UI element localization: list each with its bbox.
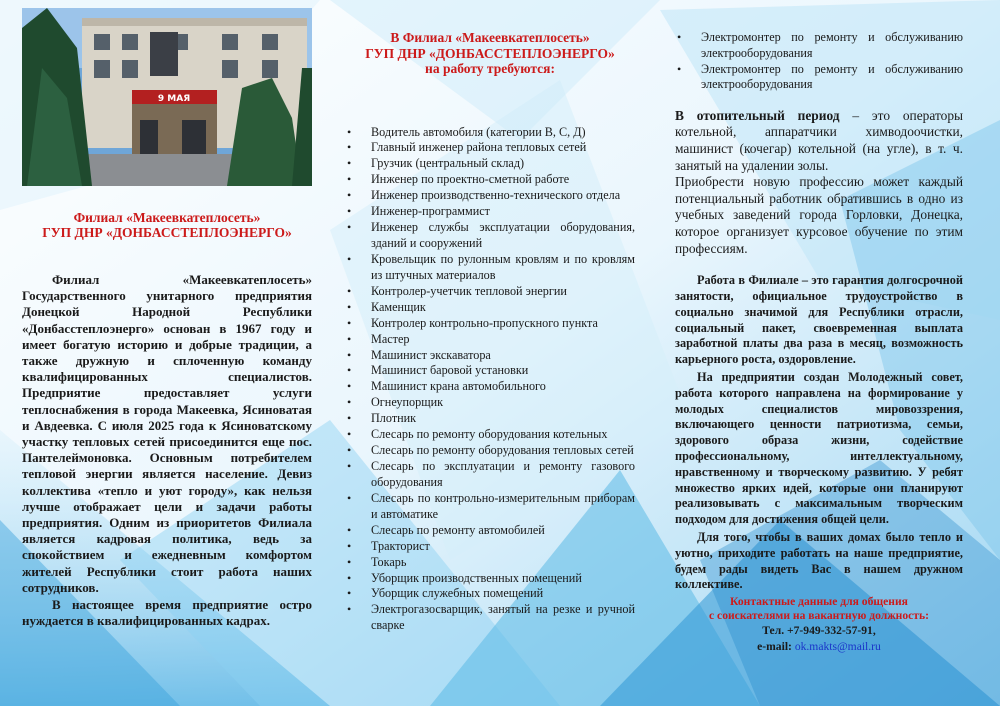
training-paragraph: Приобрести новую профессию может каждый потенциальный работник обратившись в одно из учебных заведений города Горловки, Донецка, которое организует курсовое обучение по этим профессиям. xyxy=(675,174,963,256)
list-item: • Инженер производственно-технического отдела xyxy=(345,188,635,204)
vacancy-list xyxy=(345,125,635,634)
heating-season-text: – это операторы котельной, аппаратчики химводоочистки, машинист (кочегар) котельной (на угле), в т. ч. занятый на удалении золы. xyxy=(675,107,964,173)
list-item: • Грузчик (центральный склад) xyxy=(345,156,635,172)
contacts-title xyxy=(675,595,963,623)
list-item: • Контролер-учетчик тепловой энергии xyxy=(345,284,635,300)
left-title-line1: Филиал «Макеевкатеплосеть» xyxy=(73,210,261,225)
vacancies-title-line1: В Филиал «Макеевкатеплосеть» xyxy=(390,30,590,45)
heating-season-label: В отопительный период xyxy=(675,107,840,123)
list-item: • Инженер по проектно-сметной работе xyxy=(345,172,635,188)
list-item: • Водитель автомобиля (категории В, С, Д) xyxy=(345,125,635,141)
vacancy-list-continued xyxy=(675,30,963,93)
banner-sign-text: 9 МАЯ xyxy=(157,94,191,104)
left-title-line2: ГУП ДНР «ДОНБАССТЕПЛОЭНЕРГО» xyxy=(42,225,292,240)
contacts-title-line1: Контактные данные для общения xyxy=(730,595,908,609)
contact-email-row xyxy=(675,639,963,655)
list-item: • Уборщик производственных помещений xyxy=(345,571,635,587)
list-item: • Слесарь по ремонту оборудования тепловых сетей xyxy=(345,443,635,459)
building-photo xyxy=(22,8,312,186)
company-intro: Филиал «Макеевкатеплосеть» Государственного унитарного предприятия Донецкой Народной Республики «Донбасстеплоэнерго» основан в 1967 году и имеет богатую историю и добрые традиции, а также дружную и сплоченную команду квалифицированных специалистов. Предприятие предоставляет услуги теплоснабжения в города Макеевка, Ясиноватая и Авдеевка. С июля 2025 года к Ясиноватскому участку тепловых сетей присоединится еще пос. Пантелеймоновка. Основным потребителем тепловой энергии является население. Девиз коллектива «тепло и уют городу», как нельзя лучше отображает цели и задачи работы предприятия. Одним из приоритетов Филиала является кадровая политика, ведь за спокойствием и ежедневным комфортом жителей Республики стоит работа наших сотрудников. xyxy=(22,272,312,595)
email-label: e-mail: xyxy=(757,640,795,654)
list-item: • Электрогазосварщик, занятый на резке и ручной сварке xyxy=(345,602,635,633)
heating-season-paragraph xyxy=(675,108,963,174)
list-item: • Кровельщик по рулонным кровлям и по кровлям из штучных материалов xyxy=(345,252,635,283)
invitation-paragraph: Для того, чтобы в ваших домах было тепло и уютно, приходите работать на наше предприятие, будем рады видеть Вас в нашем дружном коллективе. xyxy=(675,529,963,592)
list-item: • Электромонтер по ремонту и обслуживанию электрооборудования xyxy=(675,62,963,93)
list-item: • Плотник xyxy=(345,411,635,427)
list-item: • Инженер службы эксплуатации оборудования, зданий и сооружений xyxy=(345,220,635,251)
list-item: • Инженер-программист xyxy=(345,204,635,220)
list-item: • Машинист крана автомобильного xyxy=(345,379,635,395)
list-item: • Электромонтер по ремонту и обслуживанию электрооборудования xyxy=(675,30,963,61)
middle-column xyxy=(345,30,635,634)
youth-council-paragraph: На предприятии создан Молодежный совет, работа которого направлена на формирование у молодых специалистов мировоззрения, включающего ценности патриотизма, семьи, здорового образа жизни, содействие профессиональному, интеллектуальному, нравственному и творческому развитию. У ребят множество ярких идей, которые они планируют реализовывать с максимальным творческим подходом для достижения общей цели. xyxy=(675,370,963,527)
list-item: • Главный инженер района тепловых сетей xyxy=(345,140,635,156)
list-item: • Контролер контрольно-пропускного пункта xyxy=(345,316,635,332)
staffing-need: В настоящее время предприятие остро нуждается в квалифицированных кадрах. xyxy=(22,597,312,629)
contact-phone: Тел. +7-949-332-57-91, xyxy=(762,624,876,638)
vacancies-title xyxy=(345,30,635,77)
list-item: • Машинист баровой установки xyxy=(345,363,635,379)
list-item: • Машинист экскаватора xyxy=(345,348,635,364)
list-item: • Слесарь по эксплуатации и ремонту газового оборудования xyxy=(345,459,635,490)
contacts-title-line2: с соискателями на вакантную должность: xyxy=(709,609,929,623)
list-item: • Слесарь по ремонту оборудования котельных xyxy=(345,427,635,443)
list-item: • Уборщик служебных помещений xyxy=(345,586,635,602)
vacancies-title-line3: на работу требуются: xyxy=(425,61,555,76)
list-item: • Слесарь по ремонту автомобилей xyxy=(345,523,635,539)
list-item: • Токарь xyxy=(345,555,635,571)
list-item: • Огнеупорщик xyxy=(345,395,635,411)
left-title xyxy=(22,210,312,240)
vacancies-title-line2: ГУП ДНР «ДОНБАССТЕПЛОЭНЕРГО» xyxy=(365,45,615,61)
list-item: • Тракторист xyxy=(345,539,635,555)
guarantee-paragraph: Работа в Филиале – это гарантия долгосрочной занятости, официальное трудоустройство в социально значимой для Республики отрасли, социальный пакет, своевременная выплата заработной платы два раза в месяц, возможность карьерного роста, оздоровление. xyxy=(675,273,963,367)
list-item: • Слесарь по контрольно-измерительным приборам и автоматике xyxy=(345,491,635,522)
email-link[interactable]: ok.makts@mail.ru xyxy=(794,640,881,654)
right-column xyxy=(675,30,963,655)
list-item: • Мастер xyxy=(345,332,635,348)
list-item: • Каменщик xyxy=(345,300,635,316)
left-column xyxy=(22,8,312,629)
